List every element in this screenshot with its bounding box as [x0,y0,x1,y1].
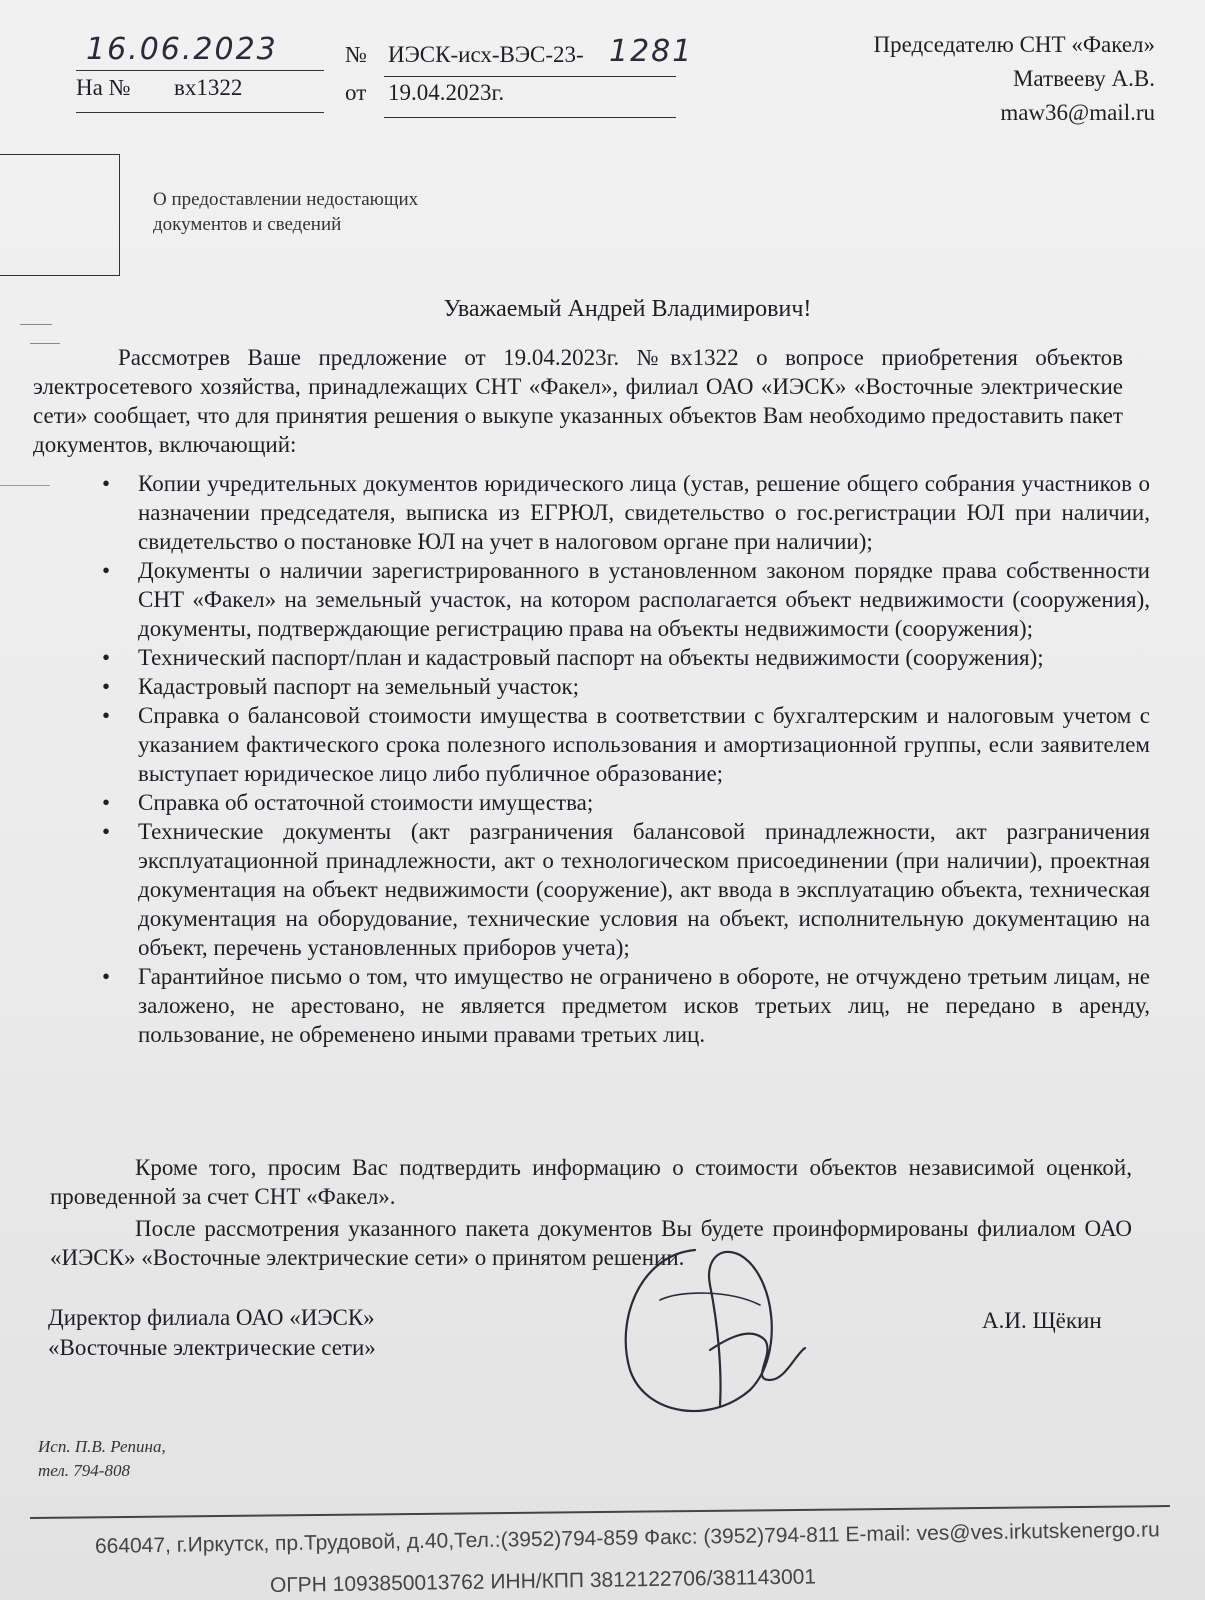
ref-number: вх1322 [174,75,243,100]
number-prefix: № [345,42,367,67]
handwritten-number: 1281 [609,34,694,69]
signatory-title-line1: Директор филиала ОАО «ИЭСК» [48,1305,375,1330]
ref-underline [76,112,324,113]
addressee-line1: Председателю СНТ «Факел» [873,32,1155,57]
ref-date: 19.04.2023г. [388,80,505,105]
bullet-icon: • [101,964,111,989]
list-item: • Технические документы (акт разграничения балансовой принадлежности, акт разграничения эксплуатационной принадлежности, акт о технологическом присоединении (при наличии), проектная документация на объект недвижимости (сооружение), акт ввода в эксплуатацию объекта, техническая документация на оборудование, технические условия на объект, исполнительную документацию на объект, перечень установленных приборов учета); [96,817,1150,962]
list-item: • Справка о балансовой стоимости имущества в соответствии с бухгалтерским и налоговым учетом с указанием фактического срока полезного использования и амортизационной группы, если заявителем выступает юридическое лицо либо публичное образование; [96,701,1150,788]
greeting: Уважаемый Андрей Владимирович! [443,296,812,322]
handwritten-signature [600,1230,830,1430]
document-list [96,469,1150,1049]
addressee-email: maw36@mail.ru [1000,100,1155,125]
date-underline [76,70,324,71]
list-item: • Гарантийное письмо о том, что имущество не ограничено в обороте, не отчуждено третьим лицам, не заложено, не арестовано, не является предметом исков третьих лиц, не передано в аренду, пользование, не обременено иными правами третьих лиц. [96,962,1150,1049]
paragraph-valuation: Кроме того, просим Вас подтвердить информацию о стоимости объектов независимой оценкой, проведенной за счет СНТ «Факел». [50,1155,1132,1209]
signatory-name: А.И. Щёкин [982,1308,1102,1333]
ref-date-underline [384,117,676,118]
list-item: • Кадастровый паспорт на земельный участок; [96,672,1150,701]
list-item: • Документы о наличии зарегистрированного в установленном законом порядке права собственности СНТ «Факел» на земельный участок, на котором располагается объект недвижимости (сооружения), документы, подтверждающие регистрацию права на объекты недвижимости (сооружения); [96,556,1150,643]
bullet-icon: • [101,790,111,815]
ref-date-label: от [345,80,367,105]
margin-mark [20,324,52,325]
list-item: • Копии учредительных документов юридического лица (устав, решение общего собрания участников о назначении председателя, выписка из ЕГРЮЛ, свидетельство о гос.регистрации ЮЛ при наличии, свидетельство о постановке ЮЛ на учет в налоговом органе при наличии); [96,469,1150,556]
margin-mark [0,485,50,486]
outgoing-number: ИЭСК-исх-ВЭС-23- [388,42,584,67]
intro-paragraph [33,343,1123,459]
bullet-icon: • [101,471,111,496]
ref-label: На № [76,75,131,100]
number-underline [384,76,676,77]
handwritten-date: 16.06.2023 [86,32,278,67]
bullet-icon: • [101,703,111,728]
bullet-icon: • [101,819,111,844]
intro-text: Рассмотрев Ваше предложение от 19.04.2023г. №вх1322 о вопросе приобретения объектов электросетевого хозяйства, принадлежащих СНТ «Факел», филиал ОАО «ИЭСК» «Восточные электрические сети» сообщает, что для принятия решения о выкупе указанных объектов Вам необходимо предоставить пакет документов, включающий: [33,345,1123,457]
bullet-icon: • [101,558,111,583]
list-item: • Технический паспорт/план и кадастровый паспорт на объекты недвижимости (сооружения); [96,643,1150,672]
addressee-line2: Матвееву А.В. [1012,66,1155,91]
list-item: • Справка об остаточной стоимости имущества; [96,788,1150,817]
paragraph-decision: После рассмотрения указанного пакета документов Вы будете проинформированы филиалом ОАО «ИЭСК» «Восточные электрические сети» о принятом решении. [50,1216,1132,1270]
footer-address: 664047, г.Иркутск, пр.Трудовой, д.40,Тел.:(3952)794-859 Факс: (3952)794-811 E-mail: ves@ves.irkutskenergo.ru [94,1518,1160,1558]
footer-registration: ОГРН 1093850013762 ИНН/КПП 3812122706/381143001 [269,1565,817,1597]
subject-line1: О предоставлении недостающих [153,189,419,210]
bullet-icon: • [101,645,111,670]
signatory-title-line2: «Восточные электрические сети» [48,1335,376,1360]
subject-line2: документов и сведений [153,214,342,235]
registration-box [0,154,120,276]
executor-name: Исп. П.В. Репина, [38,1437,166,1456]
footer-rule [30,1505,1170,1518]
executor-phone: тел. 794-808 [38,1461,130,1480]
bullet-icon: • [101,674,111,699]
